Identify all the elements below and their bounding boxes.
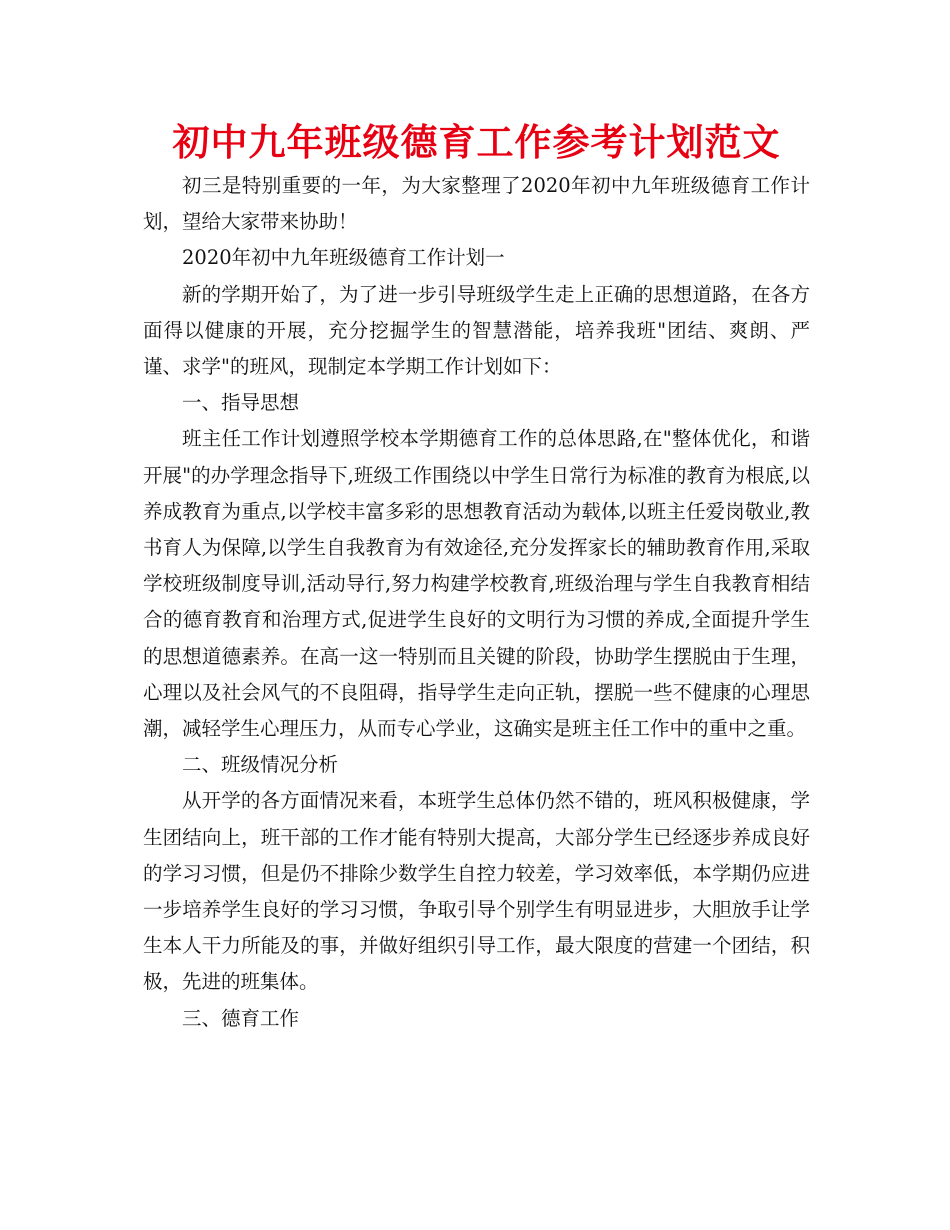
section-heading-moral-education: 三、德育工作	[182, 1006, 300, 1030]
section-heading-guiding-thought: 一、指导思想	[182, 391, 300, 415]
guiding-thought-paragraph: 班主任工作计划遵照学校本学期德育工作的总体思路,在"整体优化，和谐开展"的办学理念指导下,班级工作围绕以中学生日常行为标准的教育为根底,以养成教育为重点,以学校丰富多彩的思想教育活动为载体,以班主任爱岗敬业,教书育人为保障,以学生自我教育为有效途径,充分发挥家长的辅助教育作用,采取学校班级制度导训,活动导行,努力构建学校教育,班级治理与学生自我教育相结合的德育教育和治理方式,促进学生良好的文明行为习惯的养成,全面提升学生的思想道德素养。在高一这一特别而且关键的阶段，协助学生摆脱由于生理，心理以及社会风气的不良阻碍，指导学生走向正轨，摆脱一些不健康的心理思潮，减轻学生心理压力，从而专心学业，这确实是班主任工作中的重中之重。	[143, 427, 810, 741]
section-heading-class-analysis: 二、班级情况分析	[182, 753, 339, 777]
class-analysis-paragraph: 从开学的各方面情况来看，本班学生总体仍然不错的，班风积极健康，学生团结向上，班干部的工作才能有特别大提高，大部分学生已经逐步养成良好的学习习惯，但是仍不排除少数学生自控力较差，学习效率低，本学期仍应进一步培养学生良好的学习习惯，争取引导个别学生有明显进步，大胆放手让学生本人干力所能及的事，并做好组织引导工作，最大限度的营建一个团结，积极，先进的班集体。	[143, 789, 810, 994]
intro-paragraph: 初三是特别重要的一年，为大家整理了2020年初中九年班级德育工作计划，望给大家带来协助！	[143, 174, 810, 234]
opening-paragraph: 新的学期开始了，为了进一步引导班级学生走上正确的思想道路，在各方面得以健康的开展，充分挖掘学生的智慧潜能，培养我班"团结、爽朗、严谨、求学"的班风，现制定本学期工作计划如下：	[143, 282, 810, 379]
plan-heading: 2020年初中九年班级德育工作计划一	[182, 246, 505, 270]
document-title: 初中九年班级德育工作参考计划范文	[172, 121, 781, 164]
